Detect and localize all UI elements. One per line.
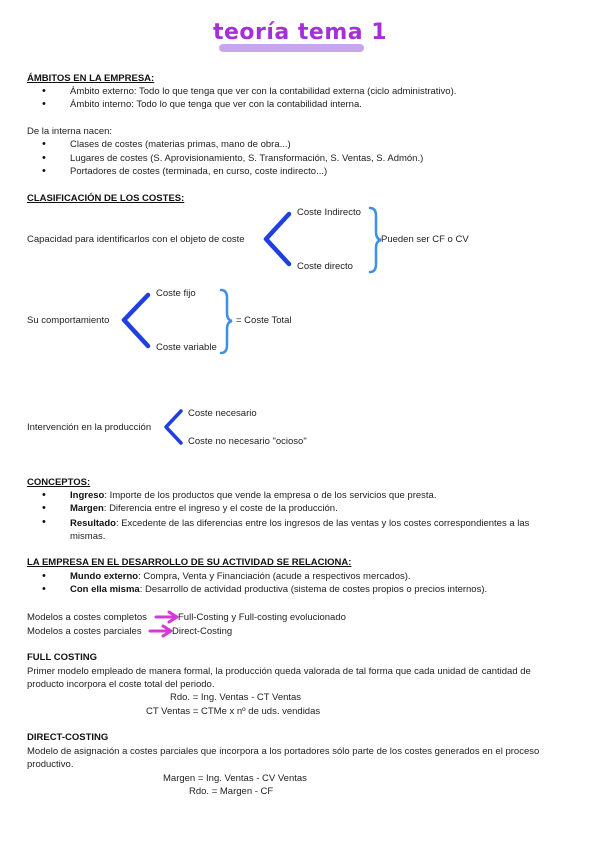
completos-arrow-icon (156, 612, 177, 622)
relaciona-term: Con ella misma (70, 584, 140, 595)
intervencion-bottom: Coste no necesario "ocioso" (188, 436, 307, 447)
modelos-completos-label: Modelos a costes completos (27, 612, 147, 623)
clasificacion-heading: CLASIFICACIÓN DE LOS COSTES: (27, 193, 185, 204)
concepto-term: Ingreso (70, 490, 105, 501)
relaciona-text: : Desarrollo de actividad productiva (sistema de costes propios o precios internos). (139, 584, 488, 595)
interna-item: • Clases de costes (materias primas, mano de obra...) (70, 139, 291, 150)
comportamiento-note: = Coste Total (236, 315, 292, 326)
capacidad-note: Pueden ser CF o CV (381, 234, 469, 245)
full-costing-heading: FULL COSTING (27, 652, 98, 663)
interna-item: • Lugares de costes (S. Aprovisionamiento, S. Transformación, S. Ventas, S. Admón.) (70, 153, 423, 164)
full-costing-formula: CT Ventas = CTMe x nº de uds. vendidas (146, 706, 321, 717)
interna-item: • Portadores de costes (terminada, en curso, coste indirecto...) (70, 166, 327, 177)
concepto-term: Resultado (70, 518, 116, 529)
full-costing-formula: Rdo. = Ing. Ventas - CT Ventas (170, 692, 302, 703)
ambitos-item: • Ámbito interno: Todo lo que tenga que ver con la contabilidad interna. (70, 99, 362, 110)
interna-intro: De la interna nacen: (27, 126, 113, 137)
comportamiento-label: Su comportamiento (27, 315, 110, 326)
concepto-text: : Excedente de las diferencias entre los ingresos de las ventas y los costes correspondientes a las mismas. (70, 518, 530, 542)
relaciona-heading: LA EMPRESA EN EL DESARROLLO DE SU ACTIVIDAD SE RELACIONA: (27, 557, 352, 568)
concepto-item (70, 490, 436, 501)
modelos-parciales-target: Direct-Costing (172, 626, 233, 637)
intervencion-label: Intervención en la producción (27, 422, 152, 433)
concepto-item (70, 503, 338, 514)
comportamiento-chevron-icon (124, 295, 148, 346)
relaciona-term: Mundo externo (70, 571, 139, 582)
intervencion-top: Coste necesario (188, 408, 257, 419)
direct-costing-text: Modelo de asignación a costes parciales que incorpora a los portadores sólo parte de los costes generados en el proceso productivo. (27, 746, 540, 770)
comportamiento-top: Coste fijo (156, 288, 196, 299)
page-title: teoría tema 1 (212, 20, 388, 45)
concepto-text: : Importe de los productos que vende la empresa o de los servicios que presta. (104, 490, 437, 501)
ambitos-item: • Ámbito externo: Todo lo que tenga que ver con la contabilidad externa (ciclo administrativo). (70, 86, 456, 97)
direct-costing-heading: DIRECT-COSTING (27, 732, 109, 743)
modelos-completos-target: Full-Costing y Full-costing evolucionado (178, 612, 346, 623)
comportamiento-bottom: Coste variable (156, 342, 217, 353)
ambitos-heading: ÁMBITOS EN LA EMPRESA: (27, 73, 155, 84)
concepto-term: Margen (70, 503, 104, 514)
parciales-arrow-icon (150, 626, 171, 636)
capacidad-top: Coste Indirecto (297, 207, 361, 218)
conceptos-heading: CONCEPTOS: (27, 477, 91, 488)
intervencion-chevron-icon (166, 411, 181, 443)
full-costing-text: Primer modelo empleado de manera formal, la producción queda valorada de tal forma que cada unidad de cantidad de producto incorpora el coste total del periodo. (27, 666, 531, 690)
concepto-text: : Diferencia entre el ingreso y el coste de la producción. (103, 503, 338, 514)
capacidad-chevron-icon (266, 214, 289, 264)
capacidad-bottom: Coste directo (297, 261, 353, 272)
relaciona-text: : Compra, Venta y Financiación (acude a respectivos mercados). (138, 571, 411, 582)
direct-costing-formula: Margen = Ing. Ventas - CV Ventas (163, 773, 307, 784)
capacidad-brace-icon (370, 208, 381, 272)
concepto-item (70, 517, 555, 543)
direct-costing-formula: Rdo. = Margen - CF (189, 786, 274, 797)
capacidad-label: Capacidad para identificarlos con el objeto de coste (27, 234, 245, 245)
modelos-parciales-label: Modelos a costes parciales (27, 626, 142, 637)
relaciona-item (70, 584, 487, 595)
comportamiento-brace-icon (221, 290, 232, 353)
relaciona-item (70, 571, 411, 582)
